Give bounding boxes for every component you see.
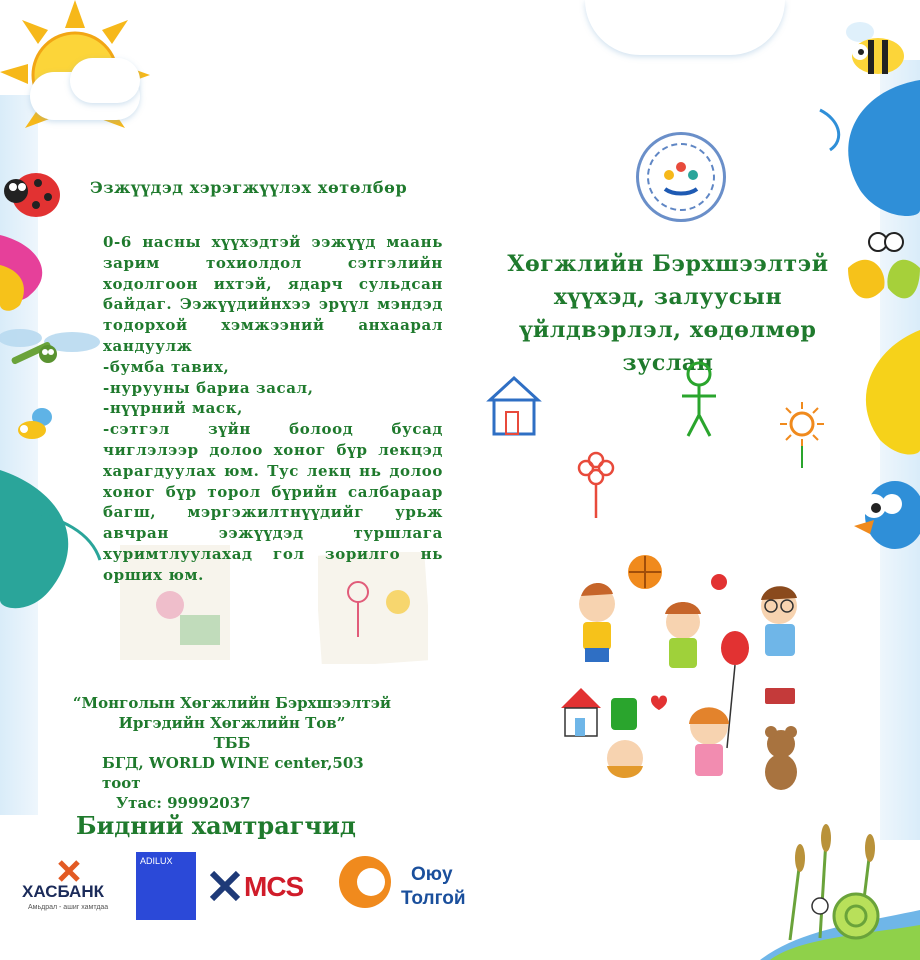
camp-title-line: хүүхэд, залуусын <box>553 284 783 310</box>
hasbank-name: ХАСБАНК <box>22 882 104 901</box>
partners-title: Бидний хамтрагчид <box>76 811 356 840</box>
hands-icon <box>659 155 703 199</box>
hasbank-tagline: Амьдрал - ашиг хамтдаа <box>28 904 109 911</box>
grass-snail-icon <box>760 820 920 960</box>
small-bug-icon <box>14 405 64 445</box>
butterfly-yellow-icon <box>848 228 920 328</box>
mcs-logo <box>210 865 330 905</box>
program-heading: Эзжүүдэд хэрэгжүүлэх хөтөлбөр <box>90 178 408 197</box>
camp-title <box>478 248 858 380</box>
org-name-line2: Иргэдийн Хөгжлийн Тов” <box>118 714 346 732</box>
kids-playing-illustration <box>555 548 820 798</box>
program-item: -нурууны бариа засал, <box>103 378 314 397</box>
org-type: ТББ <box>213 734 251 752</box>
bird-icon <box>840 470 920 560</box>
program-item: -бумба тавих, <box>103 357 230 376</box>
stick-child-doodle-icon <box>676 360 722 440</box>
dragonfly-icon <box>0 320 105 390</box>
bee-icon <box>840 18 910 80</box>
adilux-name: ADILUX <box>140 856 173 866</box>
mcs-mark-icon <box>210 871 240 901</box>
house-doodle-icon <box>486 370 542 440</box>
sun-doodle-icon <box>778 400 826 470</box>
organization-contact <box>62 693 402 813</box>
hasbank-mark-icon <box>58 860 80 882</box>
butterfly-right-top-icon <box>800 80 920 230</box>
butterfly-left-bottom-icon <box>0 470 110 620</box>
program-closing: -сэтгэл зүйн болоод бусад чиглэлээр долоо хоног бүр лекцэд харагдуулах юм. Тус лекц нь долоо хоног бүр торол бүрийн салбараар багш, мэргэжилтнүүдийг урьж авчран ээжүүдэд туршлага хуримтлуулахад гол зорилго нь орших юм. <box>103 420 443 584</box>
mcs-name: MCS <box>244 871 304 902</box>
oyu-tolgoi-mark-icon <box>335 852 395 912</box>
org-phone: Утас: 99992037 <box>116 794 251 812</box>
program-item: -нүүрний маск, <box>103 399 243 418</box>
org-address: БГД, WORLD WINE center,503 тоот <box>102 754 364 792</box>
oyu-tolgoi-name-1: Оюу <box>411 864 453 885</box>
cloud-top-left-2 <box>70 58 140 103</box>
butterfly-left-icon <box>0 225 60 325</box>
oyu-tolgoi-logo <box>335 852 466 916</box>
camp-title-line: зуслан <box>622 350 714 376</box>
adilux-logo <box>136 852 196 920</box>
cloud-top-right <box>585 0 785 55</box>
org-name-line1: “Монголын Хөгжлийн Бэрхшээлтэй <box>72 694 392 712</box>
hasbank-logo <box>22 860 122 918</box>
flower-doodle-icon <box>574 450 618 520</box>
ladybug-icon <box>2 165 64 221</box>
organization-logo <box>636 132 726 222</box>
oyu-tolgoi-name-2: Толгой <box>401 888 466 909</box>
camp-title-line: Хөгжлийн Бэрхшээлтэй <box>507 251 829 277</box>
program-body <box>103 232 443 586</box>
camp-title-line: үйлдвэрлэл, хөдөлмөр <box>519 317 817 343</box>
program-paragraph: 0-6 насны хүүхэдтэй ээжүүд маань зарим тохиолдол сэтгэлийн ходолгоон ихтэй, ядарч сульдсан байдаг. Ээжүүдийнхээ эрүүл мэндэд тодорхой хэмжээний анхаарал хандуулж <box>103 233 443 355</box>
